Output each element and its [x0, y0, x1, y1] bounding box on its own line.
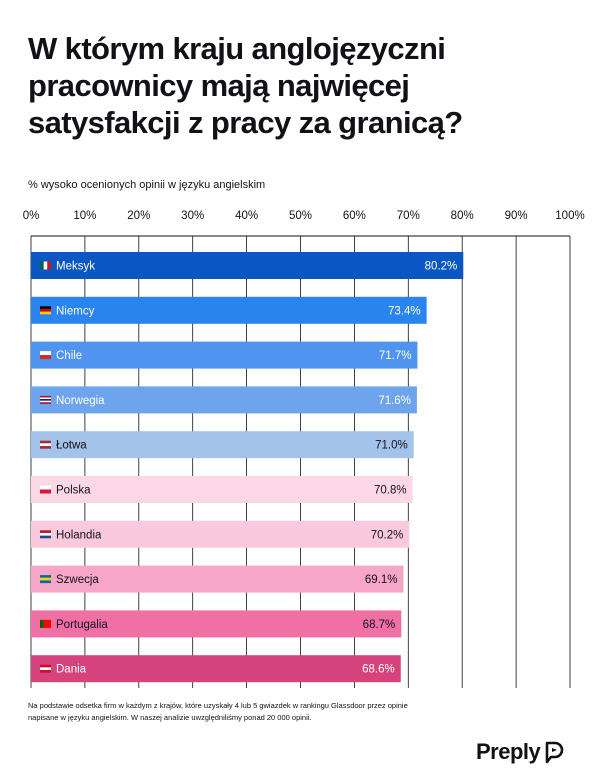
category-label: Szwecja — [56, 574, 99, 587]
norway-flag-icon — [40, 398, 51, 400]
sweden-flag-icon — [40, 580, 51, 583]
x-tick-label: 90% — [504, 210, 528, 222]
latvia-flag-icon — [40, 443, 51, 446]
bar — [31, 252, 463, 279]
portugal-flag-icon — [44, 620, 48, 628]
category-label: Polska — [56, 484, 91, 497]
latvia-flag-icon — [40, 441, 51, 444]
value-label: 70.8% — [374, 484, 407, 497]
netherlands-flag-icon — [40, 536, 51, 539]
category-label: Łotwa — [56, 439, 87, 452]
value-label: 73.4% — [388, 305, 421, 318]
category-label: Dania — [56, 663, 87, 676]
portugal-flag-icon — [40, 620, 44, 628]
category-label: Meksyk — [56, 260, 95, 273]
norway-flag-icon — [40, 396, 51, 398]
x-tick-label: 50% — [288, 210, 313, 222]
poland-flag-icon — [40, 486, 51, 490]
bar-chart — [0, 200, 601, 690]
poland-flag-icon — [40, 490, 51, 494]
footnote-line: Na podstawie odsetka firm w każdym z krajów, które uzyskały 4 lub 5 gwiazdek w rankingu Glassdoor przez opinie — [28, 701, 408, 710]
chart-title — [28, 30, 588, 141]
netherlands-flag-icon — [40, 533, 51, 536]
value-label: 80.2% — [424, 260, 458, 273]
value-label: 71.7% — [378, 350, 412, 363]
x-tick-label: 10% — [73, 210, 97, 222]
value-label: 70.2% — [370, 529, 404, 542]
logo-wordmark: Preply — [476, 739, 541, 764]
chile-flag-icon — [40, 355, 51, 359]
x-axis-label: % wysoko ocenionych opinii w języku angielskim — [28, 179, 266, 191]
bar — [31, 431, 414, 458]
x-tick-label: 0% — [22, 210, 40, 222]
portugal-flag-icon — [47, 620, 51, 628]
category-label: Chile — [56, 350, 83, 363]
norway-flag-icon — [40, 401, 51, 403]
x-tick-label: 70% — [396, 210, 420, 222]
germany-flag-icon — [40, 306, 51, 309]
sweden-flag-icon — [40, 575, 51, 578]
x-tick-label: 80% — [450, 210, 474, 222]
title-line: satysfakcji z pracy za granicą? — [28, 105, 463, 140]
category-label: Niemcy — [56, 305, 95, 318]
preply-logo — [476, 739, 565, 765]
chile-flag-icon — [40, 351, 51, 355]
category-label: Portugalia — [56, 618, 108, 631]
norway-flag-icon — [40, 399, 51, 401]
x-tick-label: 60% — [342, 210, 366, 222]
denmark-flag-icon — [40, 670, 51, 673]
value-label: 71.0% — [375, 439, 408, 452]
category-label: Norwegia — [56, 394, 105, 407]
value-label: 68.7% — [362, 618, 396, 631]
value-label: 68.6% — [362, 663, 395, 676]
title-line: pracownicy mają najwięcej — [28, 68, 410, 103]
netherlands-flag-icon — [40, 530, 51, 533]
sweden-flag-icon — [40, 578, 51, 581]
latvia-flag-icon — [40, 446, 51, 449]
bar — [31, 342, 417, 369]
x-tick-label: 20% — [127, 210, 151, 222]
footnote — [28, 700, 448, 724]
footnote-line: napisane w języku angielskim. W naszej analizie uwzględniliśmy ponad 20 000 opinii. — [28, 713, 312, 722]
category-label: Holandia — [56, 529, 102, 542]
germany-flag-icon — [40, 312, 51, 315]
bar — [31, 655, 401, 682]
value-label: 71.6% — [378, 394, 411, 407]
mexico-flag-icon — [40, 262, 44, 270]
x-tick-label: 30% — [181, 210, 205, 222]
germany-flag-icon — [40, 309, 51, 312]
denmark-flag-icon — [40, 667, 51, 670]
x-tick-label: 100% — [555, 210, 585, 222]
x-tick-label: 40% — [235, 210, 259, 222]
denmark-flag-icon — [40, 665, 51, 668]
mexico-flag-icon — [47, 262, 51, 270]
preply-logo-icon — [543, 740, 565, 764]
title-line: W którym kraju anglojęzyczni — [28, 31, 446, 66]
mexico-flag-icon — [44, 262, 48, 270]
value-label: 69.1% — [364, 574, 398, 587]
norway-flag-icon — [40, 402, 51, 404]
